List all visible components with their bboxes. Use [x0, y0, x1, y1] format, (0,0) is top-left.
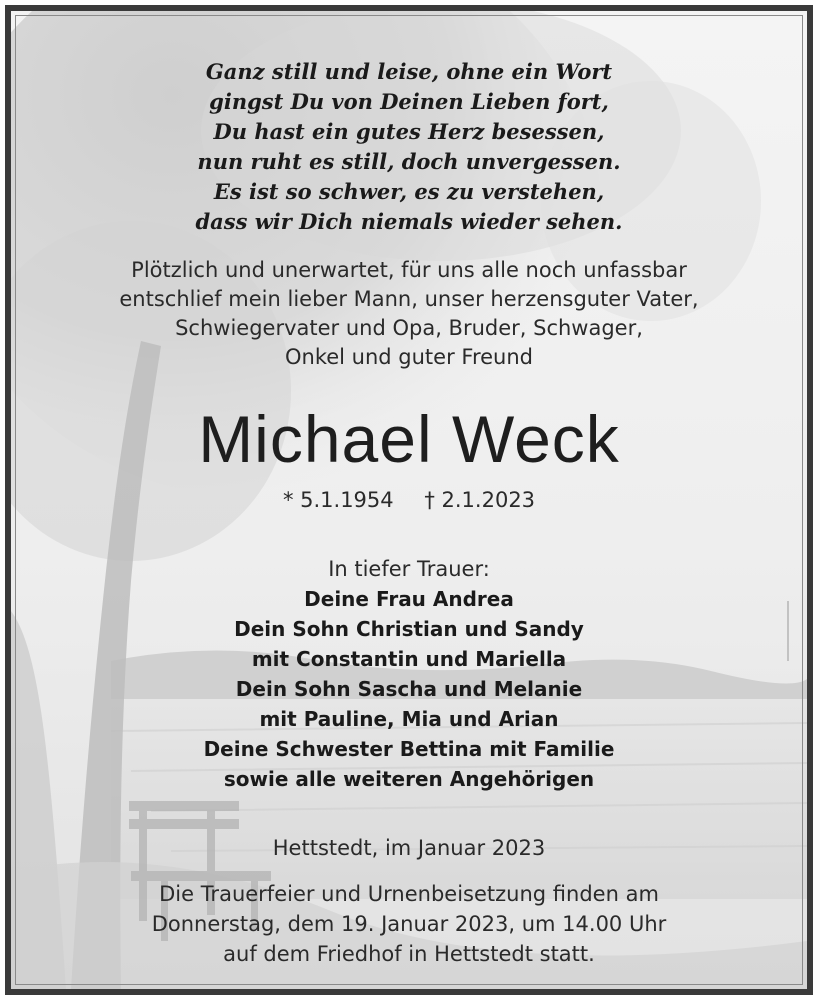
- birth-date: * 5.1.1954: [282, 488, 394, 512]
- intro-text: [11, 256, 807, 372]
- poem-line: Es ist so schwer, es zu verstehen,: [213, 179, 605, 204]
- mourner-line: Deine Schwester Bettina mit Familie: [203, 737, 615, 761]
- poem-line: nun ruht es still, doch unvergessen.: [197, 149, 621, 174]
- poem-line: Ganz still und leise, ohne ein Wort: [205, 59, 613, 84]
- mourners-list: [11, 584, 807, 794]
- mourner-line: Deine Frau Andrea: [304, 587, 514, 611]
- intro-line: entschlief mein lieber Mann, unser herzensguter Vater,: [119, 287, 699, 311]
- death-date: † 2.1.2023: [424, 488, 536, 512]
- obituary-frame: [5, 5, 813, 995]
- obituary-content: [11, 11, 807, 989]
- life-dates: [11, 485, 807, 515]
- poem-line: dass wir Dich niemals wieder sehen.: [195, 209, 623, 234]
- ceremony-line: Donnerstag, dem 19. Januar 2023, um 14.00 Uhr: [151, 912, 667, 936]
- mourning-label: In tiefer Trauer:: [328, 557, 490, 581]
- mourner-line: mit Pauline, Mia und Arian: [259, 707, 559, 731]
- mourner-line: sowie alle weiteren Angehörigen: [223, 767, 595, 791]
- poem: [11, 57, 807, 237]
- poem-line: gingst Du von Deinen Lieben fort,: [209, 89, 609, 114]
- ceremony-line: Die Trauerfeier und Urnenbeisetzung finden am: [159, 882, 659, 906]
- ceremony-line: auf dem Friedhof in Hettstedt statt.: [223, 942, 595, 966]
- ceremony-info: [11, 879, 807, 969]
- mourner-line: Dein Sohn Sascha und Melanie: [235, 677, 583, 701]
- mourner-line: Dein Sohn Christian und Sandy: [234, 617, 584, 641]
- intro-line: Onkel und guter Freund: [284, 345, 533, 369]
- place-date: Hettstedt, im Januar 2023: [272, 836, 546, 860]
- mourner-line: mit Constantin und Mariella: [251, 647, 567, 671]
- poem-line: Du hast ein gutes Herz besessen,: [213, 119, 605, 144]
- intro-line: Plötzlich und unerwartet, für uns alle noch unfassbar: [131, 258, 687, 282]
- intro-line: Schwiegervater und Opa, Bruder, Schwager,: [175, 316, 643, 340]
- deceased-name: Michael Weck: [198, 402, 620, 476]
